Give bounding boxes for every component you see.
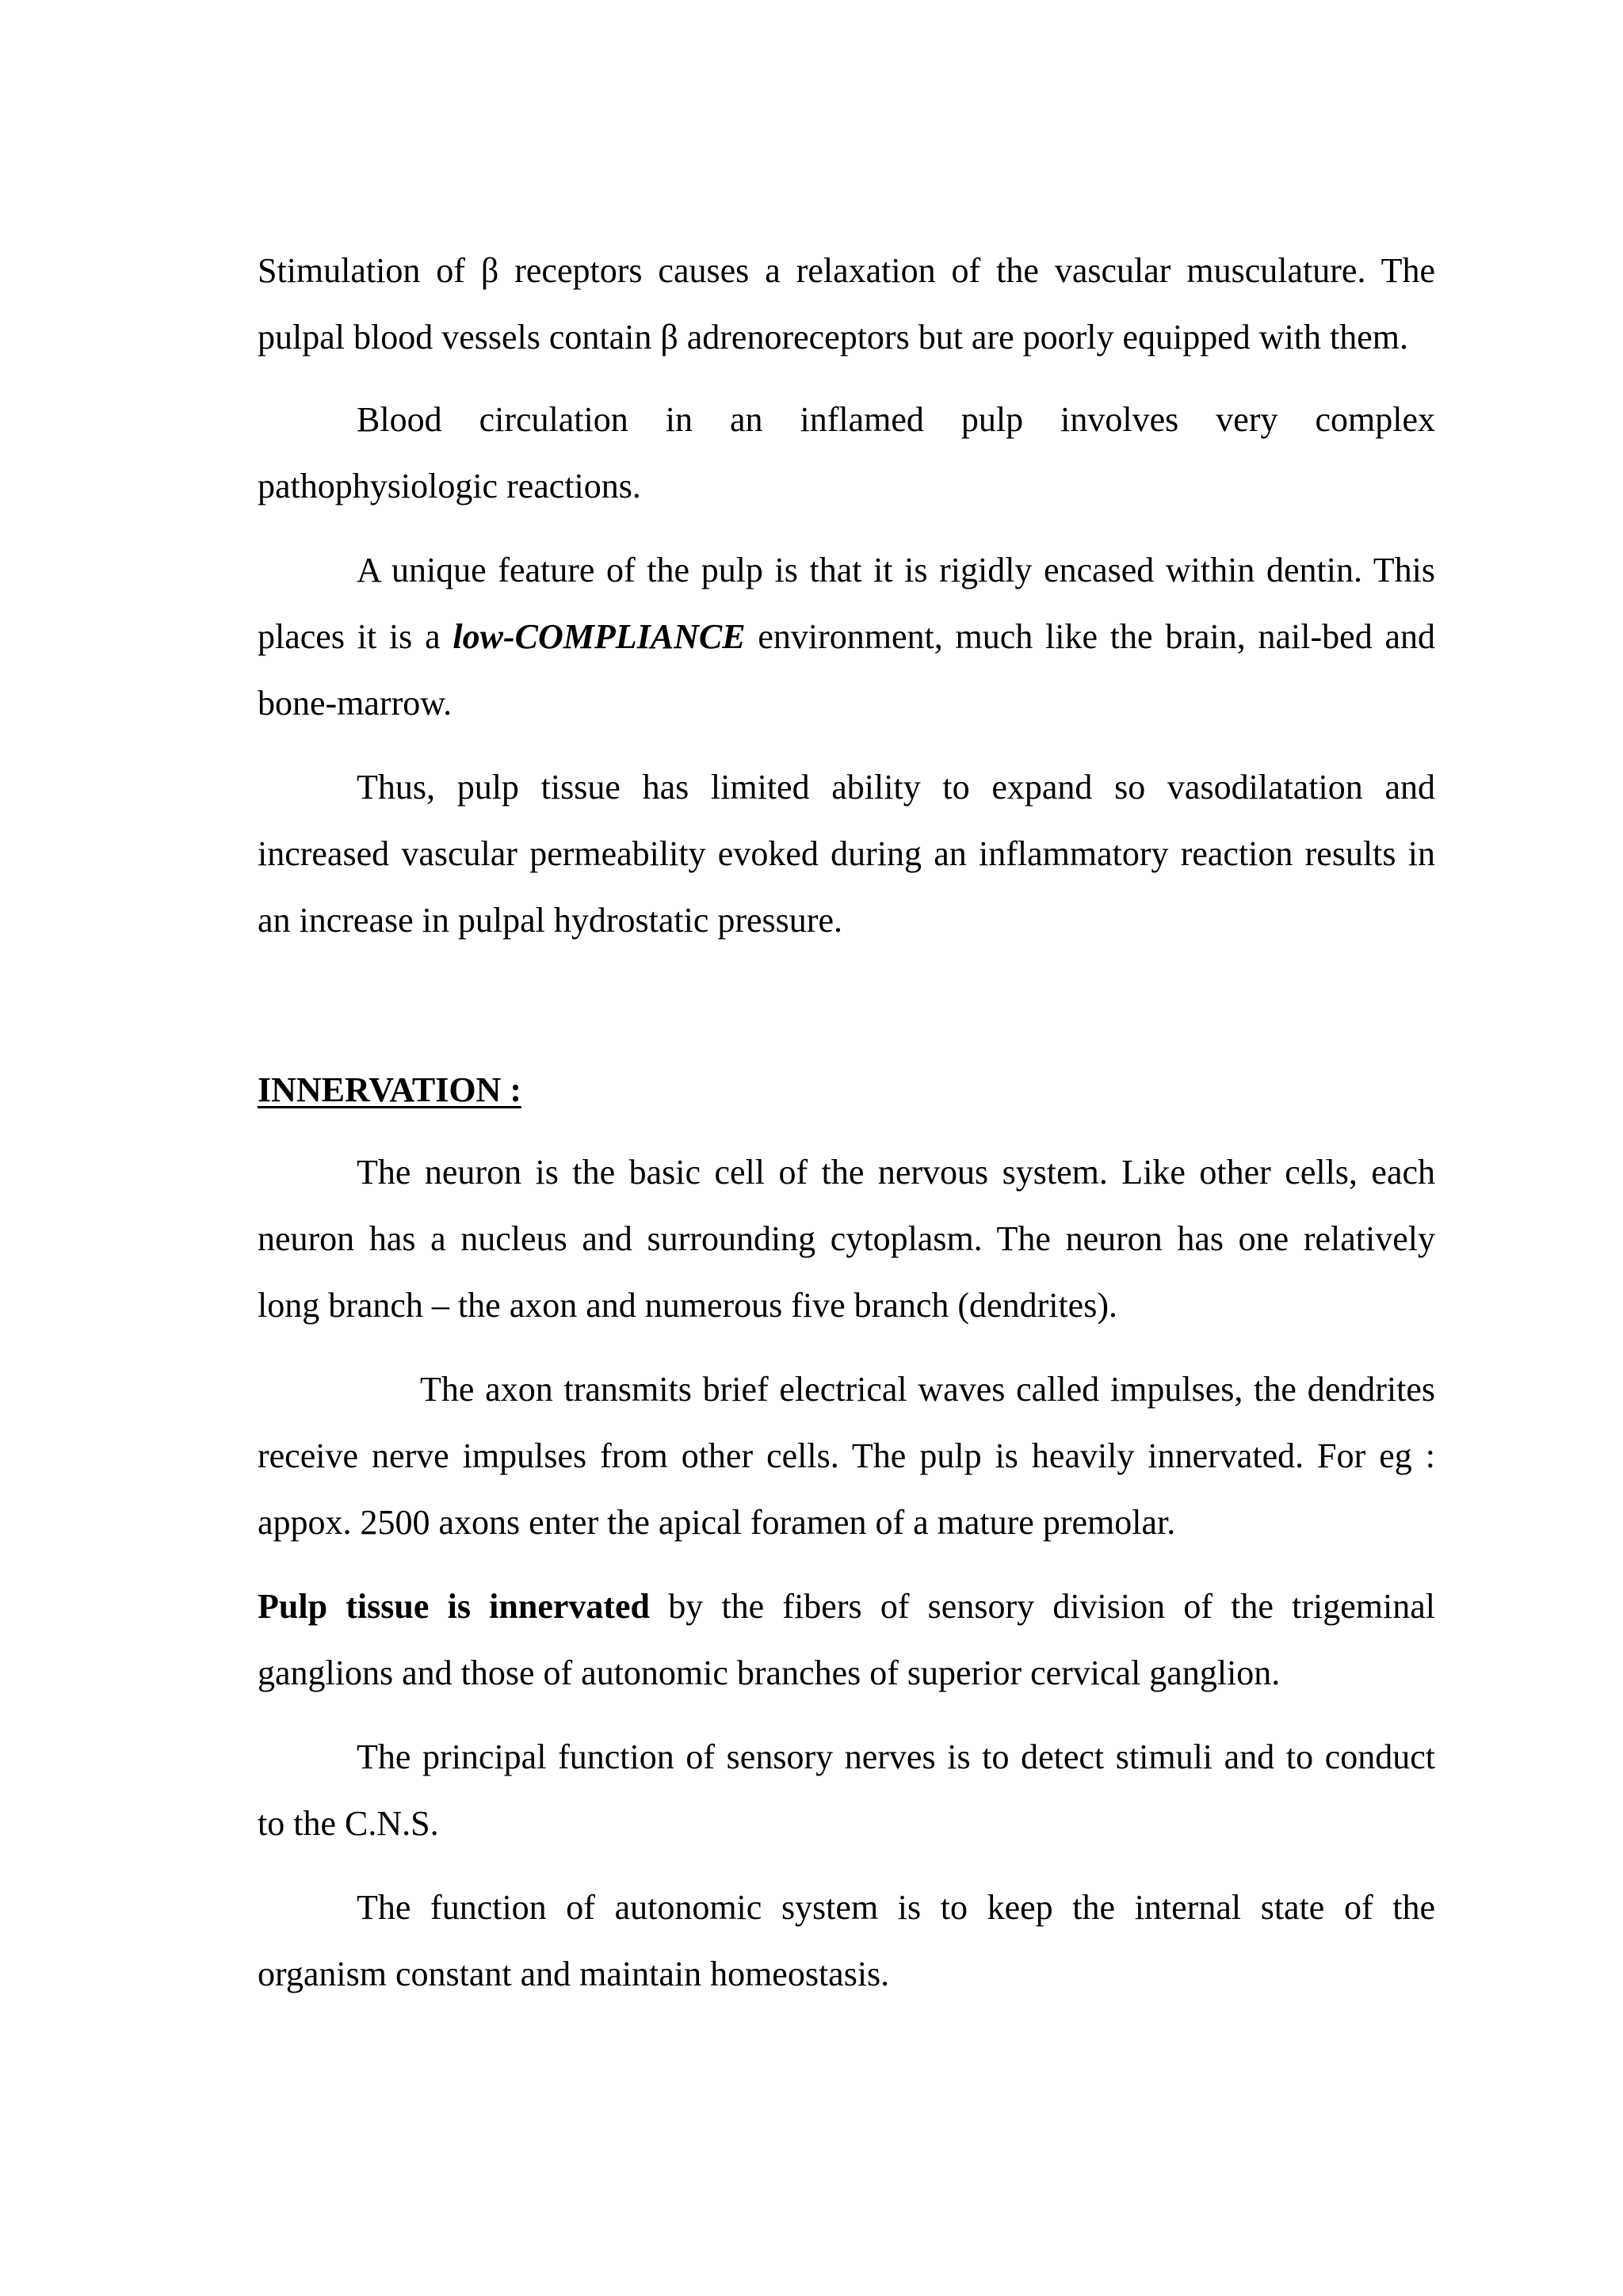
paragraph-beta-receptors: Stimulation of β receptors causes a relaxation of the vascular musculature. The pulpal blood vessels contain β adrenoreceptors but are poorly equipped with them. xyxy=(258,251,1435,357)
paragraph-axon: The axon transmits brief electrical waves called impulses, the dendrites receive nerve impulses from other cells. The pulp is heavily innervated. For eg : appox. 2500 axons enter the apical foramen of a mature premolar. xyxy=(258,1370,1435,1542)
paragraph-autonomic-system: The function of autonomic system is to keep the internal state of the organism constant and maintain homeostasis. xyxy=(258,1888,1435,1993)
paragraph-hydrostatic-pressure: Thus, pulp tissue has limited ability to expand so vasodilatation and increased vascular permeability evoked during an inflammatory reaction results in an increase in pulpal hydrostatic pressure. xyxy=(258,768,1435,940)
low-compliance-text-start: A unique feature of the pulp is that it is rigidly encased within dentin. This places it is a xyxy=(258,551,1435,656)
pulp-innervated-bold: Pulp tissue is innervated xyxy=(258,1587,651,1626)
low-compliance-text-end: environment, much like the brain, nail-bed and bone-marrow. xyxy=(258,617,1435,723)
paragraph-pulp-innervated xyxy=(258,1573,1435,1707)
paragraph-blood-circulation: Blood circulation in an inflamed pulp involves very complex pathophysiologic reactions. xyxy=(258,400,1435,505)
page-content xyxy=(258,238,1435,2008)
paragraph-low-compliance xyxy=(258,537,1435,737)
paragraph-neuron: The neuron is the basic cell of the nervous system. Like other cells, each neuron has a nucleus and surrounding cytoplasm. The neuron has one relatively long branch – the axon and numerous five branch (dendrites). xyxy=(258,1153,1435,1325)
section-heading-innervation: INNERVATION : xyxy=(258,1070,521,1109)
pulp-innervated-rest: by the fibers of sensory division of the trigeminal ganglions and those of autonomic branches of superior cervical ganglion. xyxy=(258,1587,1435,1692)
low-compliance-emphasis: low-COMPLIANCE xyxy=(453,617,746,656)
paragraph-sensory-nerves: The principal function of sensory nerves is to detect stimuli and to conduct to the C.N.S. xyxy=(258,1737,1435,1843)
